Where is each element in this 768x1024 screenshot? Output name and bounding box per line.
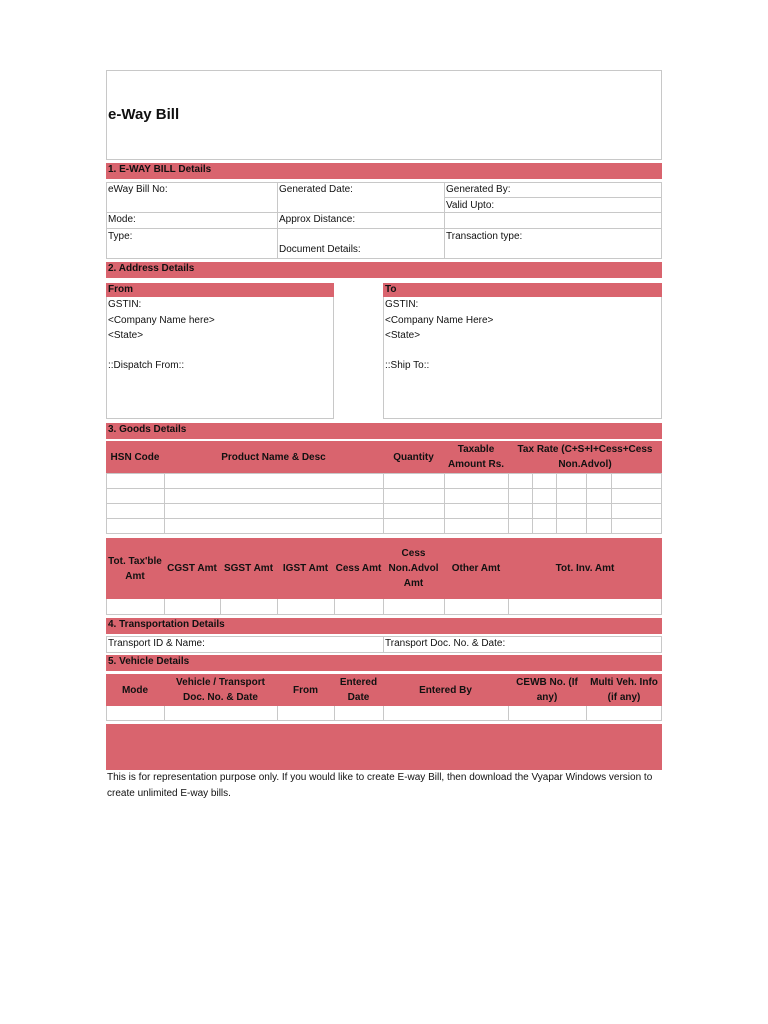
valid-upto-label: Valid Upto:: [446, 200, 495, 211]
section-transportation-details: 4. Transportation Details: [106, 618, 662, 634]
col-hsn-code: HSN Code: [110, 451, 160, 463]
document-title: e-Way Bill: [108, 106, 180, 123]
col-cgst-amt: CGST Amt: [167, 563, 217, 574]
col-entered-by: Entered By: [419, 684, 472, 696]
col-tax-rate: Tax Rate (C+S+I+Cess+Cess Non.Advol): [517, 444, 653, 470]
eway-bill-no-label: eWay Bill No:: [108, 184, 168, 195]
footer-band: [106, 724, 662, 770]
to-company-name: <Company Name Here>: [385, 315, 494, 326]
col-multi-veh-info: Multi Veh. Info (if any): [590, 677, 658, 703]
transaction-type-label: Transaction type:: [446, 231, 523, 242]
transport-id-label: Transport ID & Name:: [108, 638, 205, 649]
col-quantity: Quantity: [393, 451, 434, 463]
col-sgst-amt: SGST Amt: [223, 563, 274, 574]
col-vehicle-doc: Vehicle / Transport Doc. No. & Date: [176, 677, 265, 703]
to-address-box: [383, 283, 662, 419]
col-cess-amt: Cess Amt: [335, 563, 382, 574]
col-mode: Mode: [121, 684, 149, 696]
section-address-details: 2. Address Details: [106, 262, 662, 278]
col-total-taxable: Tot. Tax'ble Amt: [108, 555, 162, 582]
col-taxable-amount: Taxable Amount Rs.: [447, 444, 505, 470]
approx-distance-label: Approx Distance:: [279, 214, 356, 225]
section-eway-bill-details: 1. E-WAY BILL Details: [106, 163, 662, 179]
dispatch-from: ::Dispatch From::: [108, 360, 185, 371]
from-heading: From: [108, 284, 133, 295]
section-vehicle-details: 5. Vehicle Details: [106, 655, 662, 671]
section-goods-details: 3. Goods Details: [106, 423, 662, 439]
col-cess-non-advol: Cess Non.Advol Amt: [388, 548, 439, 589]
col-other-amt: Other Amt: [451, 563, 501, 574]
type-label: Type:: [108, 231, 133, 242]
generated-date-label: Generated Date:: [279, 184, 353, 195]
from-gstin: GSTIN:: [108, 299, 142, 310]
col-entered-date: Entered Date: [339, 677, 378, 703]
to-gstin: GSTIN:: [385, 299, 419, 310]
from-company-name: <Company Name here>: [108, 315, 215, 326]
from-state: <State>: [108, 330, 144, 341]
document-details-label: Document Details:: [279, 244, 361, 255]
col-product-name: Product Name & Desc: [221, 451, 326, 463]
col-cewb-no: CEWB No. (If any): [516, 677, 578, 703]
mode-label: Mode:: [108, 214, 136, 225]
to-heading: To: [385, 284, 397, 295]
col-igst-amt: IGST Amt: [282, 563, 329, 574]
to-state: <State>: [385, 330, 421, 341]
col-total-invoice: Tot. Inv. Amt: [555, 563, 615, 574]
ship-to: ::Ship To::: [385, 360, 430, 371]
footer-note: This is for representation purpose only. If you would like to create E-way Bill, then download the Vyapar Windows version to create unlimited E-way bills.: [107, 772, 653, 799]
col-from: From: [293, 684, 318, 696]
title-box: [106, 70, 662, 160]
transport-doc-label: Transport Doc. No. & Date:: [385, 638, 506, 649]
generated-by-label: Generated By:: [446, 184, 511, 195]
